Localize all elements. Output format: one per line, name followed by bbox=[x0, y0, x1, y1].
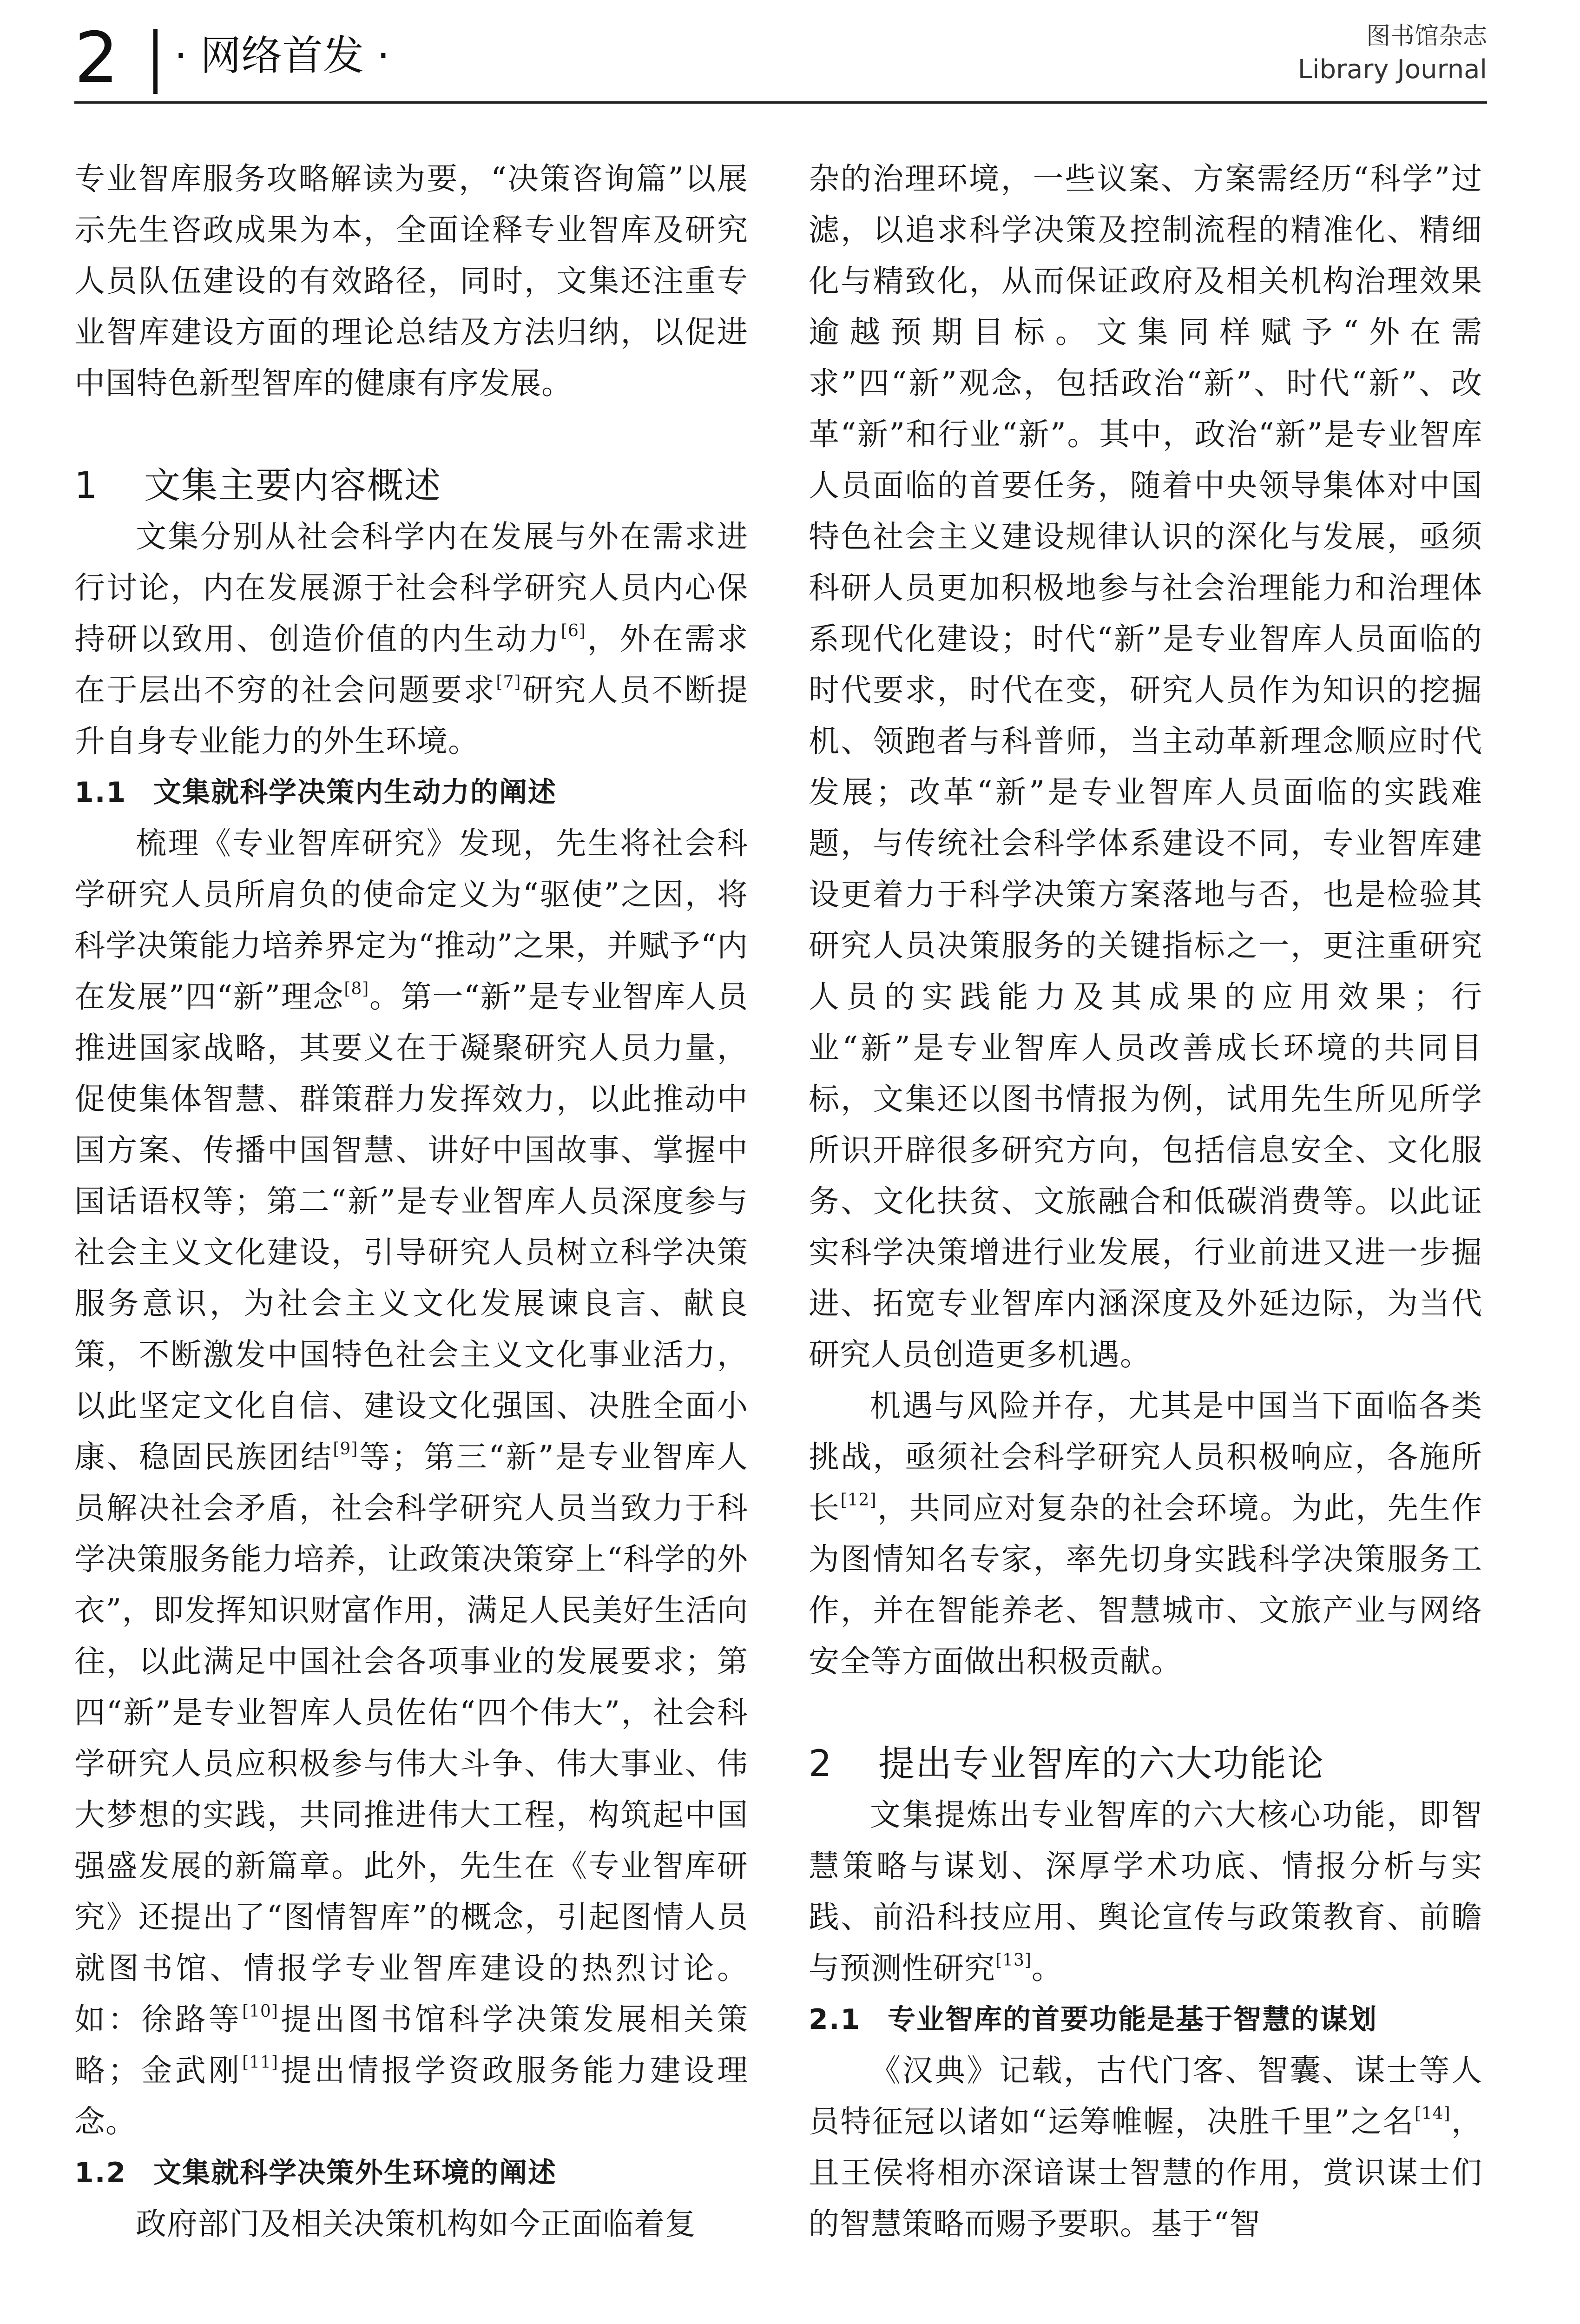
text-run: 《汉典》记载，古代门客、智囊、谋士等人员特征冠以诸如“运筹帷幄，决胜千里”之名 bbox=[809, 2053, 1482, 2139]
paragraph-six-functions bbox=[809, 1789, 1482, 1994]
subsection-title: 专业智库的首要功能是基于智慧的谋划 bbox=[888, 2003, 1377, 2036]
section-title: 提出专业智库的六大功能论 bbox=[878, 1743, 1325, 1785]
section-heading-1 bbox=[74, 460, 748, 511]
journal-title-cn: 图书馆杂志 bbox=[1366, 22, 1487, 50]
citation-ref: [8] bbox=[344, 979, 369, 998]
text-run: 研究人员不断提升自身专业能力的外生环境。 bbox=[74, 672, 749, 759]
subsection-number: 1.1 bbox=[74, 776, 127, 809]
citation-ref: [9] bbox=[333, 1439, 358, 1459]
subsection-heading-2-1 bbox=[809, 1994, 1482, 2045]
text-run: 。第一“新”是专业智库人员推进国家战略，其要义在于凝聚研究人员力量，促使集体智慧、群策群力发挥效力，以此推动中国方案、传播中国智慧、讲好中国故事、掌握中国话语权等；第二“新”是专业智库人员深度参与社会主义文化建设，引导研究人员树立科学决策服务意识，为社会主义文化发展谏良言、献良策，不断激发中国特色社会主义文化事业活力，以此坚定文化自信、建设文化强国、决胜全面小康、稳固民族团结 bbox=[74, 979, 748, 1475]
right-column bbox=[809, 153, 1482, 2250]
citation-ref: [11] bbox=[242, 2053, 278, 2072]
section-number: 1 bbox=[74, 465, 99, 507]
text-run: ，外在需求在于层出不穷的社会问题要求 bbox=[74, 621, 749, 708]
text-run: 梳理《专业智库研究》发现，先生将社会科学研究人员所肩负的使命定义为“驱使”之因，将科学决策能力培养界定为“推动”之果，并赋予“内在发展”四“新”理念 bbox=[74, 825, 748, 1015]
text-run: 文集提炼出专业智库的六大核心功能，即智慧策略与谋划、深厚学术功底、情报分析与实践、前沿科技应用、舆论宣传与政策教育、前瞻与预测性研究 bbox=[809, 1797, 1482, 1986]
subsection-number: 1.2 bbox=[74, 2157, 127, 2189]
page-header bbox=[74, 19, 1487, 102]
subsection-number: 2.1 bbox=[809, 2003, 861, 2036]
text-run: 。 bbox=[1031, 1950, 1063, 1986]
section-heading-2 bbox=[809, 1738, 1482, 1789]
text-run: 等；第三“新”是专业智库人员解决社会矛盾，社会科学研究人员当致力于科学决策服务能力培养，让政策决策穿上“科学的外衣”，即发挥知识财富作用，满足人民美好生活向往，以此满足中国社会各项事业的发展要求；第四“新”是专业智库人员佐佑“四个伟大”，社会科学研究人员应积极参与伟大斗争、伟大事业、伟大梦想的实践，共同推进伟大工程，构筑起中国强盛发展的新篇章。此外，先生在《专业智库研究》还提出了“图情智库”的概念，引起图情人员就图书馆、情报学专业智库建设的热烈讨论。如：徐路等 bbox=[74, 1439, 749, 2037]
citation-ref: [10] bbox=[242, 2002, 278, 2021]
citation-ref: [13] bbox=[995, 1951, 1032, 1970]
text-run: 机遇与风险并存，尤其是中国当下面临各类挑战，亟须社会科学研究人员积极响应，各施所长 bbox=[809, 1388, 1482, 1526]
citation-ref: [12] bbox=[840, 1491, 877, 1510]
text-run: 提出情报学资政服务能力建设理念。 bbox=[74, 2053, 749, 2139]
subsection-title: 文集就科学决策外生环境的阐述 bbox=[153, 2157, 557, 2189]
paragraph-handian bbox=[809, 2045, 1482, 2250]
text-run: 提出图书馆科学决策发展相关策略；金武刚 bbox=[74, 2001, 749, 2088]
paragraph-opportunity bbox=[809, 1380, 1482, 1687]
subsection-heading-1-2 bbox=[74, 2147, 748, 2199]
paragraph-3: 政府部门及相关决策机构如今正面临着复 bbox=[136, 2206, 696, 2242]
header-rule bbox=[74, 101, 1487, 104]
paragraph-intro-continued: 专业智库服务攻略解读为要，“决策咨询篇”以展示先生咨政成果为本，全面诠释专业智库及研究人员队伍建设的有效路径，同时，文集还注重专业智库建设方面的理论总结及方法归纳，以促进中国特色新型智库的健康有序发展。 bbox=[74, 161, 748, 401]
section-label: · 网络首发 · bbox=[174, 32, 390, 79]
text-run: 文集分别从社会科学内在发展与外在需求进行讨论，内在发展源于社会科学研究人员内心保持研以致用、创造价值的内生动力 bbox=[74, 519, 748, 657]
citation-ref: [14] bbox=[1414, 2104, 1451, 2123]
left-column bbox=[74, 153, 748, 2250]
paragraph-continued: 杂的治理环境，一些议案、方案需经历“科学”过滤，以追求科学决策及控制流程的精准化、精细化与精致化，从而保证政府及相关机构治理效果逾越预期目标。文集同样赋予“外在需求”四“新”观念，包括政治“新”、时代“新”、改革“新”和行业“新”。其中，政治“新”是专业智库人员面临的首要任务，随着中央领导集体对中国特色社会主义建设规律认识的深化与发展，亟须科研人员更加积极地参与社会治理能力和治理体系现代化建设；时代“新”是专业智库人员面临的时代要求，时代在变，研究人员作为知识的挖掘机、领跑者与科普师，当主动革新理念顺应时代发展；改革“新”是专业智库人员面临的实践难题，与传统社会科学体系建设不同，专业智库建设更着力于科学决策方案落地与否，也是检验其研究人员决策服务的关键指标之一，更注重研究人员的实践能力及其成果的应用效果；行业“新”是专业智库人员改善成长环境的共同目标，文集还以图书情报为例，试用先生所见所学所识开辟很多研究方向，包括信息安全、文化服务、文化扶贫、文旅融合和低碳消费等。以此证实科学决策增进行业发展，行业前进又进一步掘进、拓宽专业智库内涵深度及外延边际，为当代研究人员创造更多机遇。 bbox=[809, 161, 1482, 1373]
text-run: ，共同应对复杂的社会环境。为此，先生作为图情知名专家，率先切身实践科学决策服务工作，并在智能养老、智慧城市、文旅产业与网络安全等方面做出积极贡献。 bbox=[809, 1490, 1483, 1679]
paragraph-1 bbox=[74, 511, 748, 767]
citation-ref: [7] bbox=[496, 673, 521, 692]
citation-ref: [6] bbox=[561, 621, 586, 640]
text-run: ，且王侯将相亦深谙谋士智慧的作用，赏识谋士们的智慧策略而赐予要职。基于“智 bbox=[809, 2104, 1483, 2242]
subsection-heading-1-1 bbox=[74, 767, 748, 818]
journal-title-en: Library Journal bbox=[1297, 54, 1487, 85]
section-title: 文集主要内容概述 bbox=[144, 465, 442, 507]
subsection-title: 文集就科学决策内生动力的阐述 bbox=[153, 776, 557, 809]
paragraph-2 bbox=[74, 818, 748, 2147]
header-divider bbox=[153, 29, 158, 94]
page-number: 2 bbox=[74, 18, 119, 99]
section-number: 2 bbox=[809, 1743, 833, 1785]
spacer bbox=[74, 409, 748, 460]
spacer bbox=[809, 1687, 1482, 1738]
